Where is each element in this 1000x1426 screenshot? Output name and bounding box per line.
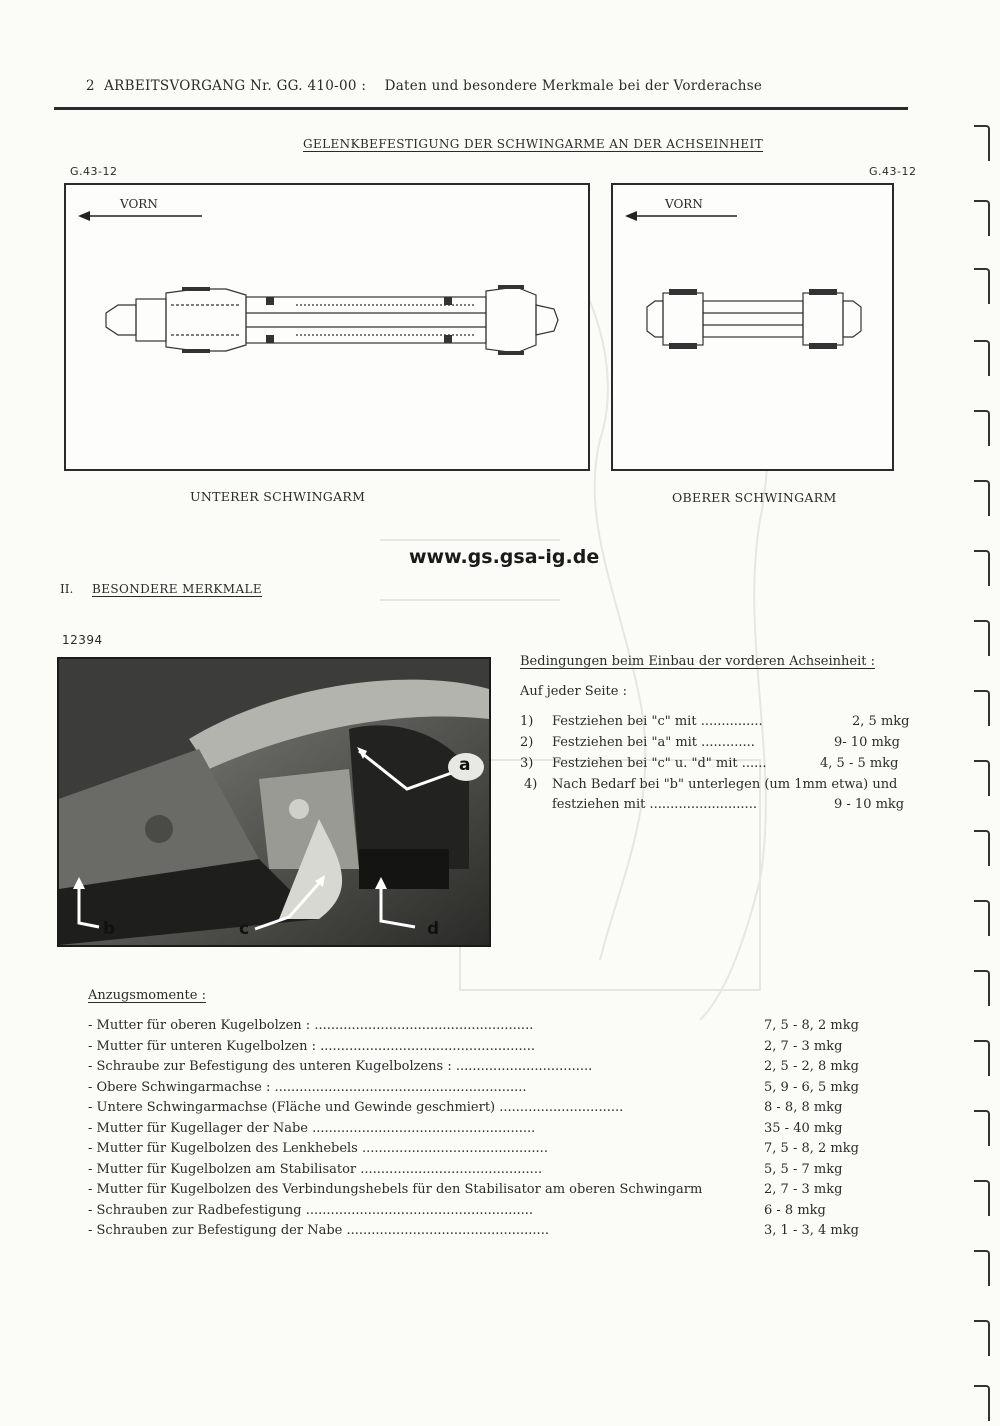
torque-row [88,1223,888,1243]
upper-arm-axle-drawing [639,279,869,359]
photo-image [59,659,489,945]
torque-value: 5, 5 - 7 mkg [764,1162,843,1177]
torque-row [88,1059,888,1079]
section1-title: GELENKBEFESTIGUNG DER SCHWINGARME AN DER ACHSEINHEIT [303,137,764,151]
photo-ref: 12394 [62,633,103,647]
torque-label: - Mutter für Kugelbolzen des Lenkhebels ............................................. [88,1141,548,1156]
right-figure-ref: G.43-12 [869,165,917,178]
left-figure-ref: G.43-12 [70,165,118,178]
step-3 [520,756,914,776]
torque-row [88,1100,888,1120]
axle-mount-photo [57,657,491,947]
upper-arm-diagram [611,183,894,471]
procedure-title: ARBEITSVORGANG Nr. GG. 410-00 : [104,78,367,94]
torque-label: - Schrauben zur Befestigung der Nabe ................................................. [88,1223,549,1238]
torque-value: 2, 5 - 2, 8 mkg [764,1059,859,1074]
step-text: Festziehen bei "c" mit ............... [552,714,763,729]
torque-value: 6 - 8 mkg [764,1203,826,1218]
step-number: 3) [520,756,534,771]
step-value: 2, 5 mkg [852,714,910,729]
step-number: 2) [520,735,534,750]
torque-value: 3, 1 - 3, 4 mkg [764,1223,859,1238]
step-number: 1) [520,714,534,729]
torque-label: - Untere Schwingarmachse (Fläche und Gewinde geschmiert) .............................. [88,1100,624,1115]
photo-label-b: b [103,919,116,939]
torque-label: - Mutter für oberen Kugelbolzen : ..................................................... [88,1018,534,1033]
torque-row [88,1182,888,1202]
upper-arm-caption: OBERER SCHWINGARM [672,490,837,505]
left-direction-label: VORN [120,197,158,211]
photo-label-c: c [239,919,250,939]
torque-value: 8 - 8, 8 mkg [764,1100,843,1115]
torque-row [88,1141,888,1161]
torque-label: - Mutter für Kugellager der Nabe ...................................................... [88,1121,536,1136]
step-value: 4, 5 - 5 mkg [820,756,899,771]
section2-number: II. [60,582,74,596]
step-4 [520,777,914,817]
torque-value: 2, 7 - 3 mkg [764,1039,843,1054]
step-value: 9- 10 mkg [834,735,900,750]
step-number: 4) [524,777,538,792]
photo-label-d: d [427,919,440,939]
step-text: Festziehen bei "a" mit ............. [552,735,755,750]
torque-label: - Mutter für Kugelbolzen des Verbindungshebels für den Stabilisator am oberen Schwingarm [88,1182,703,1197]
conditions-subtitle: Auf jeder Seite : [520,684,627,699]
torque-label: - Obere Schwingarmachse : ............................................................. [88,1080,527,1095]
lower-arm-axle-drawing [96,275,566,365]
arrow-left-icon [78,209,208,223]
watermark-url: www.gs.gsa-ig.de [409,546,600,568]
lower-arm-caption: UNTERER SCHWINGARM [190,489,366,504]
step-value: 9 - 10 mkg [834,797,905,812]
right-direction-label: VORN [665,197,703,211]
step-1 [520,714,914,734]
page-number: 2 [86,78,95,94]
photo-label-a: a [459,755,471,775]
torque-row [88,1080,888,1100]
torque-label: - Mutter für unteren Kugelbolzen : .................................................... [88,1039,536,1054]
torque-label: - Mutter für Kugelbolzen am Stabilisator ............................................ [88,1162,543,1177]
step-text: Nach Bedarf bei "b" unterlegen (um 1mm etwa) und [552,777,898,792]
torque-label: - Schrauben zur Radbefestigung ....................................................... [88,1203,534,1218]
procedure-subtitle: Daten und besondere Merkmale bei der Vorderachse [384,78,763,94]
torque-value: 2, 7 - 3 mkg [764,1182,843,1197]
lower-arm-diagram [64,183,590,471]
torque-row [88,1121,888,1141]
torque-row [88,1039,888,1059]
torque-value: 7, 5 - 8, 2 mkg [764,1141,859,1156]
step-text: Festziehen bei "c" u. "d" mit ...... [552,756,767,771]
page-header [86,78,762,94]
header-rule [54,107,908,110]
torque-value: 7, 5 - 8, 2 mkg [764,1018,859,1033]
torque-row [88,1162,888,1182]
step-text-continued: festziehen mit .......................... [552,797,757,812]
torque-label: - Schraube zur Befestigung des unteren Kugelbolzens : ................................. [88,1059,593,1074]
torque-value: 35 - 40 mkg [764,1121,843,1136]
conditions-title: Bedingungen beim Einbau der vorderen Achseinheit : [520,654,875,669]
section2-title: BESONDERE MERKMALE [92,582,263,596]
arrow-left-icon [625,209,743,223]
torque-row [88,1018,888,1038]
torque-value: 5, 9 - 6, 5 mkg [764,1080,859,1095]
step-2 [520,735,914,755]
torques-title: Anzugsmomente : [88,988,206,1003]
torque-row [88,1203,888,1223]
